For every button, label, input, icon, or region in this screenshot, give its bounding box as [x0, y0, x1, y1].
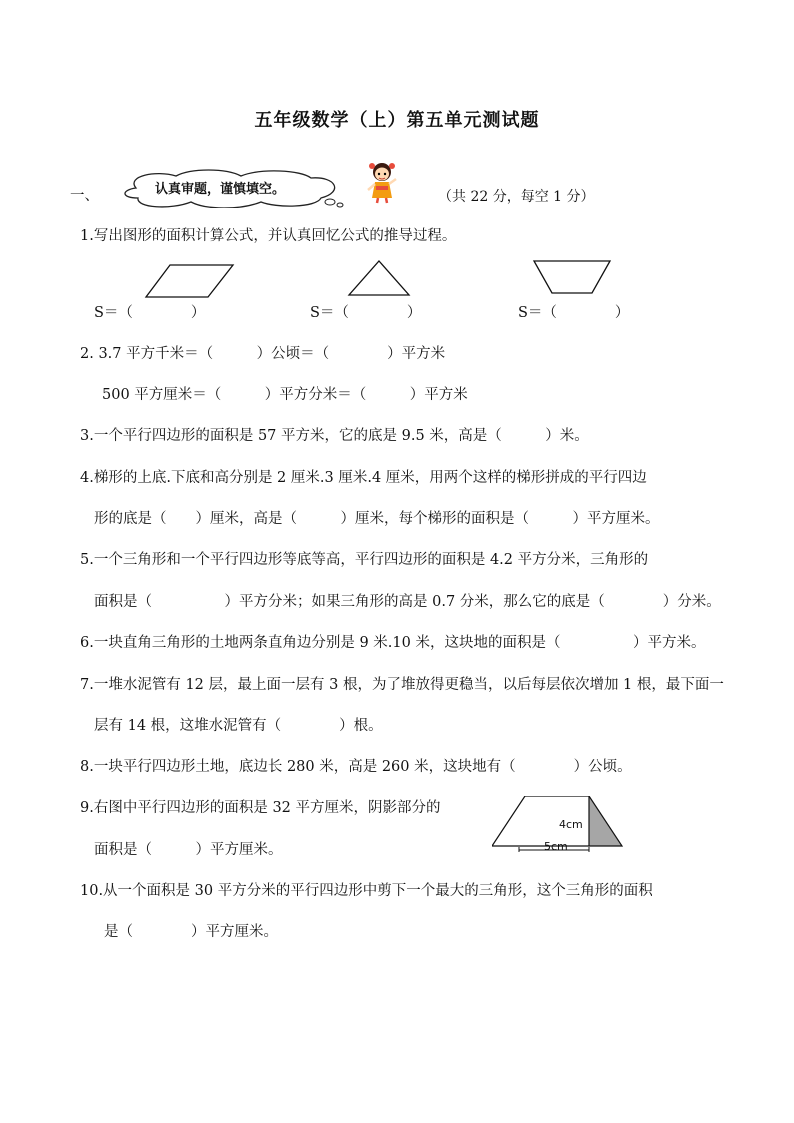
question-8-text: 8.一块平行四边形土地，底边长 280 米，高是 260 米，这块地有（ ）公顷。 — [80, 759, 632, 775]
question-5-line-2: 面积是（ ）平方分米；如果三角形的高是 0.7 分米，那么它的底是（ ）分米。 — [94, 594, 721, 610]
question-7-line-1: 7.一堆水泥管有 12 层，最上面一层有 3 根，为了堆放得更稳当，以后每层依次增加 1 根，最下面一 — [80, 677, 724, 693]
question-6-text: 6.一块直角三角形的土地两条直角边分别是 9 米.10 米，这块地的面积是（ ）平方米。 — [80, 635, 706, 651]
girl-mascot-icon — [364, 160, 400, 204]
answer-blank-parallelogram[interactable]: S＝（ ） — [94, 305, 206, 321]
answer-blank-triangle[interactable]: S＝（ ） — [310, 305, 422, 321]
question-3-text: 3.一个平行四边形的面积是 57 平方米，它的底是 9.5 米，高是（ ）米。 — [80, 428, 589, 444]
section-number: 一、 — [70, 188, 99, 204]
question-7-line-2: 层有 14 根，这堆水泥管有（ ）根。 — [94, 718, 383, 734]
question-9-line-1: 9.右图中平行四边形的面积是 32 平方厘米，阴影部分的 — [80, 800, 441, 816]
question-2-line-2: 500 平方厘米＝（ ）平方分米＝（ ）平方米 — [102, 387, 468, 403]
question-10-line-1: 10.从一个面积是 30 平方分米的平行四边形中剪下一个最大的三角形，这个三角形的面积 — [80, 883, 653, 899]
height-label: 4cm — [559, 818, 583, 831]
triangle-figure — [346, 258, 412, 298]
parallelogram-figure — [144, 262, 236, 300]
answer-blank-trapezoid[interactable]: S＝（ ） — [518, 305, 630, 321]
base-label: 5cm — [544, 840, 568, 853]
question-10-line-2: 是（ ）平方厘米。 — [104, 924, 278, 940]
question-9-line-2: 面积是（ ）平方厘米。 — [94, 842, 283, 858]
section-score-note: （共 22 分，每空 1 分） — [438, 189, 595, 205]
cloud-banner-text: 认真审题，谨慎填空。 — [155, 182, 286, 197]
question-4-line-2: 形的底是（ ）厘米，高是（ ）厘米，每个梯形的面积是（ ）平方厘米。 — [94, 511, 660, 527]
page-title: 五年级数学（上）第五单元测试题 — [254, 110, 540, 131]
question-4-line-1: 4.梯形的上底.下底和高分别是 2 厘米.3 厘米.4 厘米，用两个这样的梯形拼成的平行四边 — [80, 470, 647, 486]
trapezoid-figure — [532, 258, 612, 296]
question-5-line-1: 5.一个三角形和一个平行四边形等底等高，平行四边形的面积是 4.2 平方分米，三角形的 — [80, 552, 649, 568]
question-2-line-1: 2. 3.7 平方千米＝（ ）公顷＝（ ）平方米 — [80, 346, 446, 362]
question-1-text: 1.写出图形的面积计算公式，并认真回忆公式的推导过程。 — [80, 228, 457, 244]
